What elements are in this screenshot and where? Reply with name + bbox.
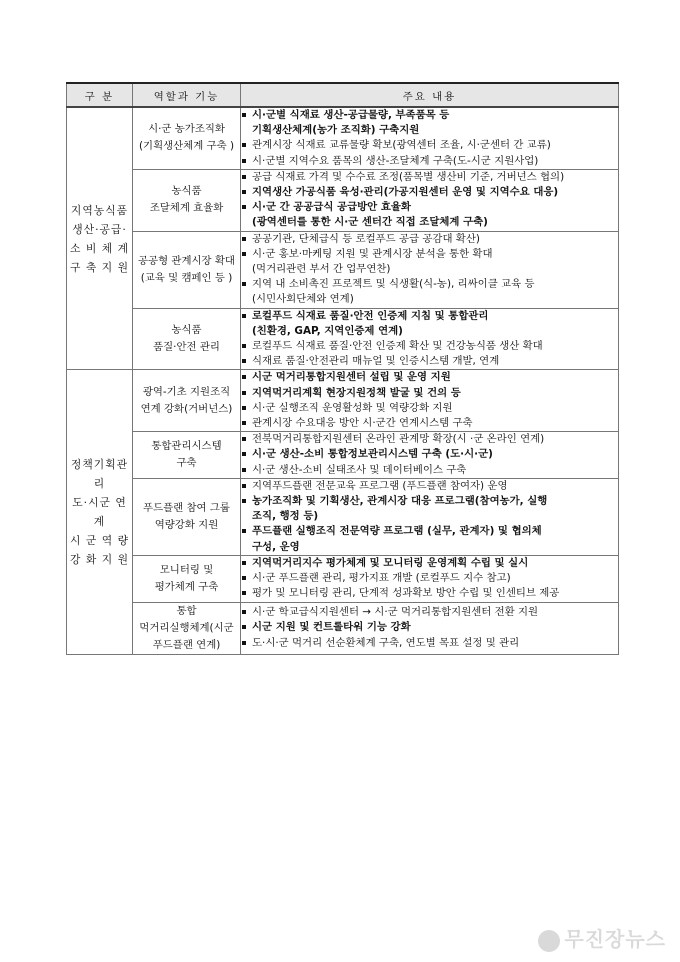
content-cell xyxy=(241,308,619,370)
list-item: 평가 및 모니터링 관리, 단계적 성과확보 방안 수립 및 인센티브 제공 xyxy=(241,586,618,601)
list-item: 시·군 실행조직 운영활성화 및 역량강화 지원 xyxy=(241,401,618,416)
list-item: 지역먹거리계획 현장지원정책 발굴 및 건의 등 xyxy=(241,386,618,401)
list-item: 지역 내 소비촉진 프로젝트 및 식생활(식-농), 리싸이클 교육 등 (시민사회단체와 연계) xyxy=(241,277,618,307)
role-cell: 모니터링 및 평가체계 구축 xyxy=(133,555,241,602)
table-row xyxy=(67,432,619,479)
header-category: 구 분 xyxy=(67,83,133,107)
category-cell: 지역농식품 생산·공급· 소 비 체 계 구 축 지 원 xyxy=(67,107,133,370)
content-list xyxy=(241,370,618,431)
list-item: 관계시장 식재료 교류물량 확보(광역센터 조율, 시·군센터 간 교류) xyxy=(241,138,618,153)
list-item: 푸드플랜 실행조직 전문역량 프로그램 (실무, 관계자) 및 협의체 구성, 운영 xyxy=(241,524,618,554)
table-row xyxy=(67,370,619,432)
content-list xyxy=(241,232,618,308)
content-cell xyxy=(241,169,619,231)
list-item: 도·시·군 먹거리 선순환체계 구축, 연도별 목표 설정 및 관리 xyxy=(241,636,618,651)
content-cell xyxy=(241,432,619,479)
category-cell: 정책기획관리 도·시군 연계 시 군 역 량 강 화 지 원 xyxy=(67,370,133,654)
list-item: 시군 지원 및 컨트롤타워 기능 강화 xyxy=(241,620,618,635)
table-row xyxy=(67,169,619,231)
list-item: 지역생산 가공식품 육성·관리(가공지원센터 운영 및 지역수요 대응) xyxy=(241,185,618,200)
content-cell xyxy=(241,370,619,432)
list-item: 전북먹거리통합지원센터 온라인 관계망 확장(시 ·군 온라인 연계) xyxy=(241,432,618,447)
content-cell xyxy=(241,555,619,602)
role-cell: 광역-기초 지원조직 연계 강화(거버넌스) xyxy=(133,370,241,432)
content-list xyxy=(241,605,618,651)
table-header-row xyxy=(67,83,619,107)
content-cell xyxy=(241,231,619,308)
watermark-logo xyxy=(538,923,666,952)
list-item: 시·군 간 공공급식 공급방안 효율화 (광역센터를 통한 시·군 센터간 직접 조달체계 구축) xyxy=(241,200,618,230)
content-cell xyxy=(241,107,619,169)
role-cell: 통합관리시스템 구축 xyxy=(133,432,241,479)
role-cell: 농식품 조달체계 효율화 xyxy=(133,169,241,231)
list-item: 식재료 품질·안전관리 매뉴얼 및 인증시스템 개발, 연계 xyxy=(241,354,618,369)
table-row xyxy=(67,555,619,602)
list-item: 시·군 홍보·마케팅 지원 및 관계시장 분석을 통한 확대 (먹거리관련 부서 간 업무연찬) xyxy=(241,247,618,277)
list-item: 농가조직화 및 기획생산, 관계시장 대응 프로그램(참여농가, 실행 조직, 행정 등) xyxy=(241,494,618,524)
list-item: 로컬푸드 식재료 품질·안전 인증제 지침 및 통합관리 (친환경, GAP, 지역인증제 연계) xyxy=(241,309,618,339)
logo-icon xyxy=(538,930,560,952)
table-row xyxy=(67,231,619,308)
table-row xyxy=(67,602,619,654)
header-content: 주요 내용 xyxy=(241,83,619,107)
content-list xyxy=(241,556,618,602)
list-item: 시군 먹거리통합지원센터 설립 및 운영 지원 xyxy=(241,370,618,385)
list-item: 시·군별 지역수요 품목의 생산-조달체계 구축(도-시군 지원사업) xyxy=(241,154,618,169)
content-list xyxy=(241,170,618,231)
watermark-text: 무진장뉴스 xyxy=(564,927,666,951)
content-list xyxy=(241,108,618,169)
header-role: 역할과 기능 xyxy=(133,83,241,107)
role-cell: 푸드플랜 참여 그룹 역량강화 지원 xyxy=(133,478,241,555)
content-cell xyxy=(241,478,619,555)
list-item: 로컬푸드 식재료 품질·안전 인증제 확산 및 건강농식품 생산 확대 xyxy=(241,339,618,354)
list-item: 공급 식재료 가격 및 수수료 조정(품목별 생산비 기준, 거버넌스 협의) xyxy=(241,170,618,185)
content-cell xyxy=(241,602,619,654)
content-list xyxy=(241,479,618,555)
list-item: 시·군별 식재료 생산-공급물량, 부족품목 등 기획생산체계(농가 조직화) 구축지원 xyxy=(241,108,618,138)
list-item: 지역푸드플랜 전문교육 프로그램 (푸드플랜 참여자) 운영 xyxy=(241,479,618,494)
role-cell: 통합 먹거리실행체계(시군 푸드플랜 연계) xyxy=(133,602,241,654)
role-cell: 시·군 농가조직화 (기획생산체계 구축 ) xyxy=(133,107,241,169)
list-item: 시·군 생산-소비 통합정보관리시스템 구축 (도·시·군) xyxy=(241,447,618,462)
content-list xyxy=(241,309,618,370)
content-list xyxy=(241,432,618,478)
table-row xyxy=(67,308,619,370)
role-cell: 공공형 관계시장 확대 (교육 및 캠페인 등 ) xyxy=(133,231,241,308)
list-item: 시·군 생산-소비 실태조사 및 데이터베이스 구축 xyxy=(241,463,618,478)
list-item: 공공기관, 단체급식 등 로컬푸드 공급 공감대 확산) xyxy=(241,232,618,247)
list-item: 지역먹거리지수 평가체계 및 모니터링 운영계획 수립 및 실시 xyxy=(241,556,618,571)
table-row xyxy=(67,478,619,555)
table-row xyxy=(67,107,619,169)
list-item: 시·군 학교급식지원센터 → 시·군 먹거리통합지원센터 전환 지원 xyxy=(241,605,618,620)
policy-table xyxy=(66,82,619,655)
role-cell: 농식품 품질·안전 관리 xyxy=(133,308,241,370)
list-item: 관계시장 수요대응 방안 시·군간 연계시스템 구축 xyxy=(241,416,618,431)
list-item: 시·군 푸드플랜 관리, 평가지표 개발 (로컬푸드 지수 참고) xyxy=(241,571,618,586)
